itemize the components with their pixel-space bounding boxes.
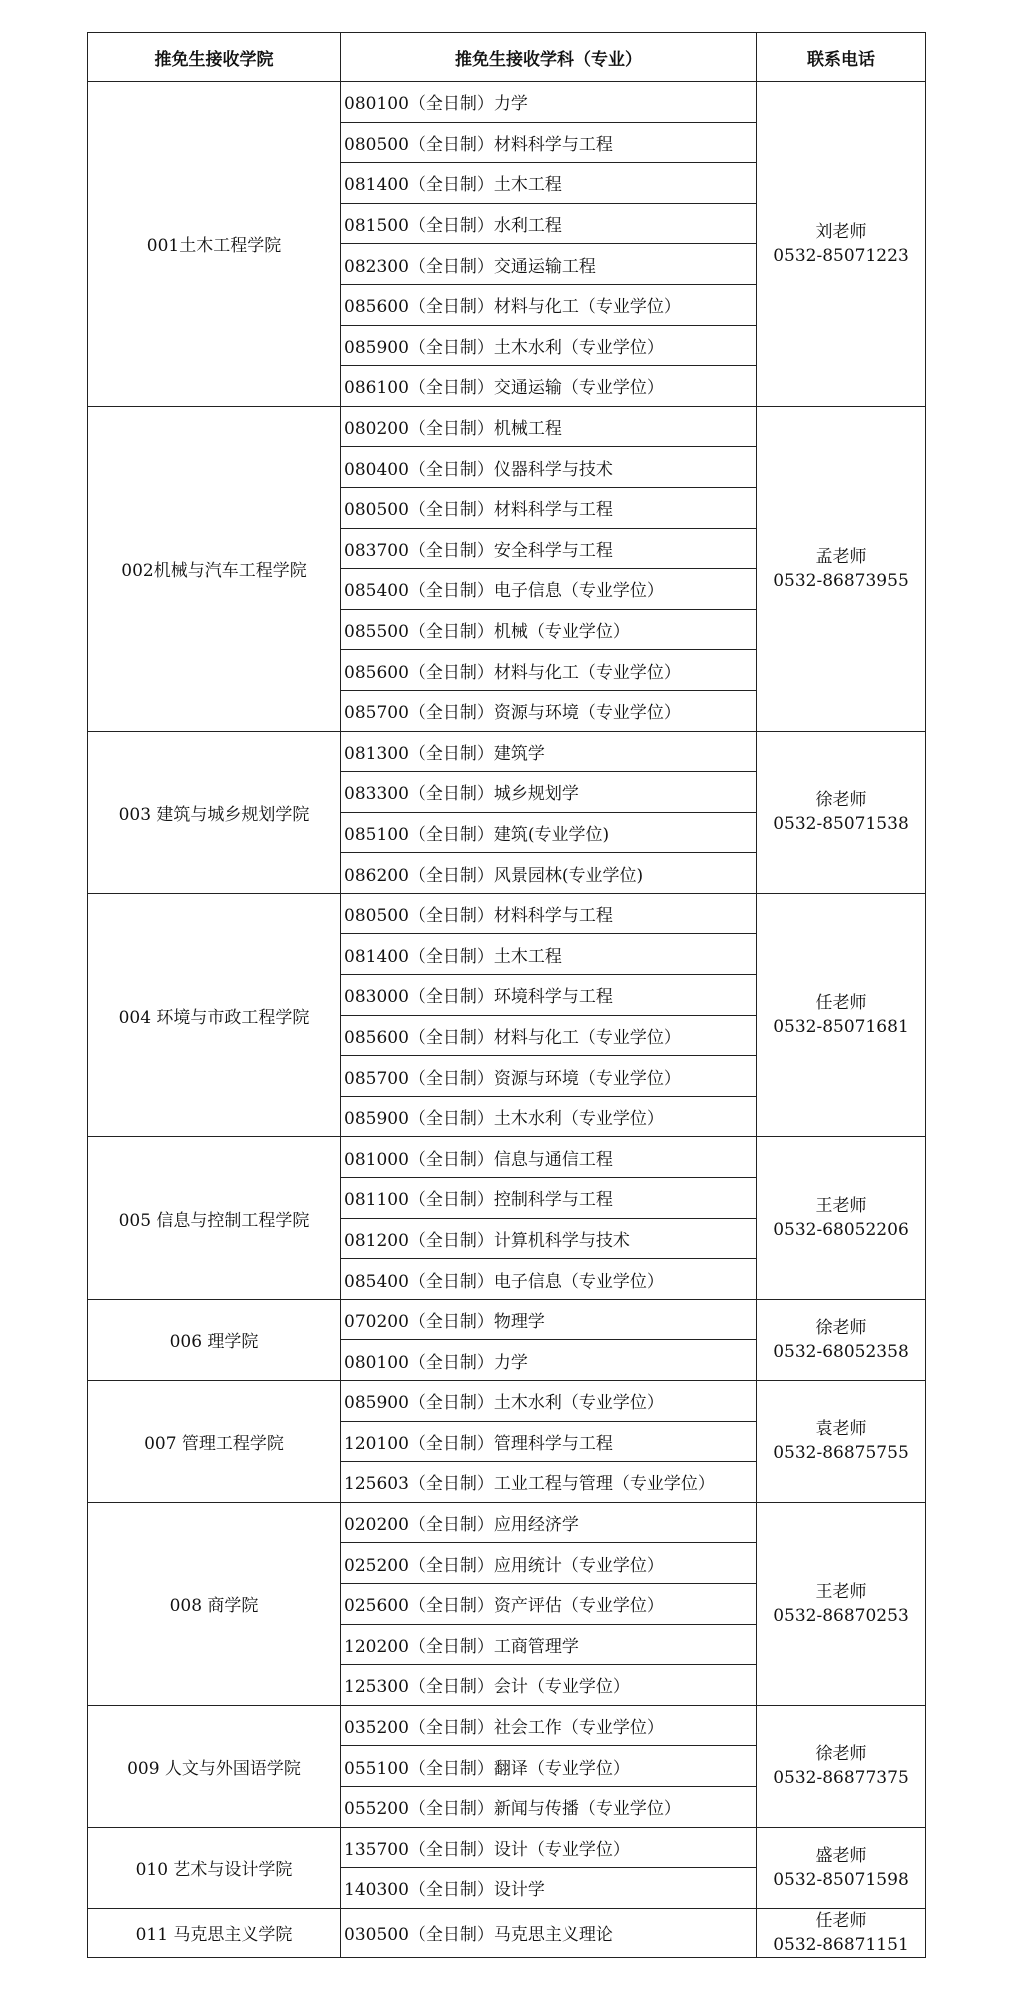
header-major: 推免生接收学科（专业） (341, 33, 757, 82)
header-phone: 联系电话 (757, 33, 926, 82)
major-cell: 080400（全日制）仪器科学与技术 (341, 447, 757, 488)
college-cell: 010 艺术与设计学院 (88, 1827, 341, 1908)
college-cell: 001土木工程学院 (88, 82, 341, 407)
contact-phone: 0532-86877375 (773, 1768, 909, 1789)
major-cell: 081200（全日制）计算机科学与技术 (341, 1218, 757, 1259)
major-cell: 120200（全日制）工商管理学 (341, 1624, 757, 1665)
college-cell: 007 管理工程学院 (88, 1381, 341, 1503)
contact-phone: 0532-85071598 (773, 1869, 909, 1890)
major-cell: 030500（全日制）马克思主义理论 (341, 1908, 757, 1957)
contact-phone: 0532-86871151 (773, 1934, 909, 1955)
contact-name: 任老师 (815, 1910, 867, 1931)
contact-cell (757, 1827, 926, 1908)
major-cell: 083300（全日制）城乡规划学 (341, 772, 757, 813)
major-cell: 081500（全日制）水利工程 (341, 203, 757, 244)
major-cell: 081400（全日制）土木工程 (341, 934, 757, 975)
college-cell: 004 环境与市政工程学院 (88, 893, 341, 1137)
contact-name: 徐老师 (815, 1744, 867, 1765)
table-row (88, 406, 926, 447)
table-row (88, 731, 926, 772)
major-cell: 081400（全日制）土木工程 (341, 163, 757, 204)
college-cell: 003 建筑与城乡规划学院 (88, 731, 341, 893)
major-cell: 070200（全日制）物理学 (341, 1299, 757, 1340)
contact-cell (757, 893, 926, 1137)
major-cell: 140300（全日制）设计学 (341, 1868, 757, 1909)
major-cell: 085900（全日制）土木水利（专业学位） (341, 1096, 757, 1137)
contact-cell (757, 1705, 926, 1827)
major-cell: 120100（全日制）管理科学与工程 (341, 1421, 757, 1462)
major-cell: 080500（全日制）材料科学与工程 (341, 487, 757, 528)
contact-cell (757, 1137, 926, 1299)
table-row (88, 1705, 926, 1746)
contact-phone: 0532-85071681 (773, 1017, 909, 1038)
major-cell: 020200（全日制）应用经济学 (341, 1502, 757, 1543)
major-cell: 055100（全日制）翻译（专业学位） (341, 1746, 757, 1787)
major-cell: 081000（全日制）信息与通信工程 (341, 1137, 757, 1178)
major-cell: 085900（全日制）土木水利（专业学位） (341, 325, 757, 366)
major-cell: 085400（全日制）电子信息（专业学位） (341, 569, 757, 610)
major-cell: 055200（全日制）新闻与传播（专业学位） (341, 1786, 757, 1827)
major-cell: 080500（全日制）材料科学与工程 (341, 122, 757, 163)
contact-phone: 0532-68052206 (773, 1220, 909, 1241)
contact-phone: 0532-86875755 (773, 1443, 909, 1464)
table-row (88, 1908, 926, 1957)
contact-name: 孟老师 (815, 546, 867, 567)
contact-name: 盛老师 (815, 1845, 867, 1866)
header-college: 推免生接收学院 (88, 33, 341, 82)
header-row (88, 33, 926, 82)
major-cell: 086100（全日制）交通运输（专业学位） (341, 366, 757, 407)
major-cell: 080100（全日制）力学 (341, 82, 757, 123)
contact-cell (757, 82, 926, 407)
contact-name: 王老师 (815, 1196, 867, 1217)
contact-phone: 0532-85071223 (773, 245, 909, 266)
college-cell: 011 马克思主义学院 (88, 1908, 341, 1957)
major-cell: 085600（全日制）材料与化工（专业学位） (341, 650, 757, 691)
major-cell: 085500（全日制）机械（专业学位） (341, 609, 757, 650)
table-row (88, 1502, 926, 1543)
table-row (88, 1827, 926, 1868)
contact-cell (757, 1381, 926, 1503)
table-row (88, 893, 926, 934)
college-cell: 006 理学院 (88, 1299, 341, 1380)
contact-cell (757, 731, 926, 893)
major-cell: 086200（全日制）风景园林(专业学位) (341, 853, 757, 894)
contact-phone: 0532-86870253 (773, 1605, 909, 1626)
contact-cell (757, 406, 926, 731)
table-body (88, 82, 926, 1958)
contact-cell (757, 1299, 926, 1380)
major-cell: 135700（全日制）设计（专业学位） (341, 1827, 757, 1868)
major-cell: 080500（全日制）材料科学与工程 (341, 893, 757, 934)
contact-phone: 0532-68052358 (773, 1341, 909, 1362)
major-cell: 081100（全日制）控制科学与工程 (341, 1178, 757, 1219)
major-cell: 080200（全日制）机械工程 (341, 406, 757, 447)
contact-cell (757, 1502, 926, 1705)
contact-name: 徐老师 (815, 1317, 867, 1338)
college-cell: 002机械与汽车工程学院 (88, 406, 341, 731)
major-cell: 025600（全日制）资产评估（专业学位） (341, 1583, 757, 1624)
major-cell: 085100（全日制）建筑(专业学位) (341, 812, 757, 853)
contact-name: 王老师 (815, 1581, 867, 1602)
contact-phone: 0532-86873955 (773, 570, 909, 591)
contact-cell (757, 1908, 926, 1957)
table-row (88, 1137, 926, 1178)
major-cell: 080100（全日制）力学 (341, 1340, 757, 1381)
major-cell: 085700（全日制）资源与环境（专业学位） (341, 690, 757, 731)
contact-name: 袁老师 (815, 1419, 867, 1440)
table-row (88, 82, 926, 123)
table-row (88, 1299, 926, 1340)
major-cell: 025200（全日制）应用统计（专业学位） (341, 1543, 757, 1584)
major-cell: 081300（全日制）建筑学 (341, 731, 757, 772)
major-cell: 125603（全日制）工业工程与管理（专业学位） (341, 1462, 757, 1503)
contact-name: 刘老师 (815, 221, 867, 242)
major-cell: 035200（全日制）社会工作（专业学位） (341, 1705, 757, 1746)
college-cell: 005 信息与控制工程学院 (88, 1137, 341, 1299)
contact-name: 徐老师 (815, 790, 867, 811)
admissions-table (87, 32, 926, 1958)
major-cell: 085400（全日制）电子信息（专业学位） (341, 1259, 757, 1300)
contact-name: 任老师 (815, 993, 867, 1014)
contact-phone: 0532-85071538 (773, 814, 909, 835)
major-cell: 085600（全日制）材料与化工（专业学位） (341, 284, 757, 325)
major-cell: 085700（全日制）资源与环境（专业学位） (341, 1056, 757, 1097)
major-cell: 083700（全日制）安全科学与工程 (341, 528, 757, 569)
college-cell: 009 人文与外国语学院 (88, 1705, 341, 1827)
major-cell: 085900（全日制）土木水利（专业学位） (341, 1381, 757, 1422)
college-cell: 008 商学院 (88, 1502, 341, 1705)
major-cell: 083000（全日制）环境科学与工程 (341, 975, 757, 1016)
major-cell: 125300（全日制）会计（专业学位） (341, 1665, 757, 1706)
table-row (88, 1381, 926, 1422)
major-cell: 082300（全日制）交通运输工程 (341, 244, 757, 285)
major-cell: 085600（全日制）材料与化工（专业学位） (341, 1015, 757, 1056)
